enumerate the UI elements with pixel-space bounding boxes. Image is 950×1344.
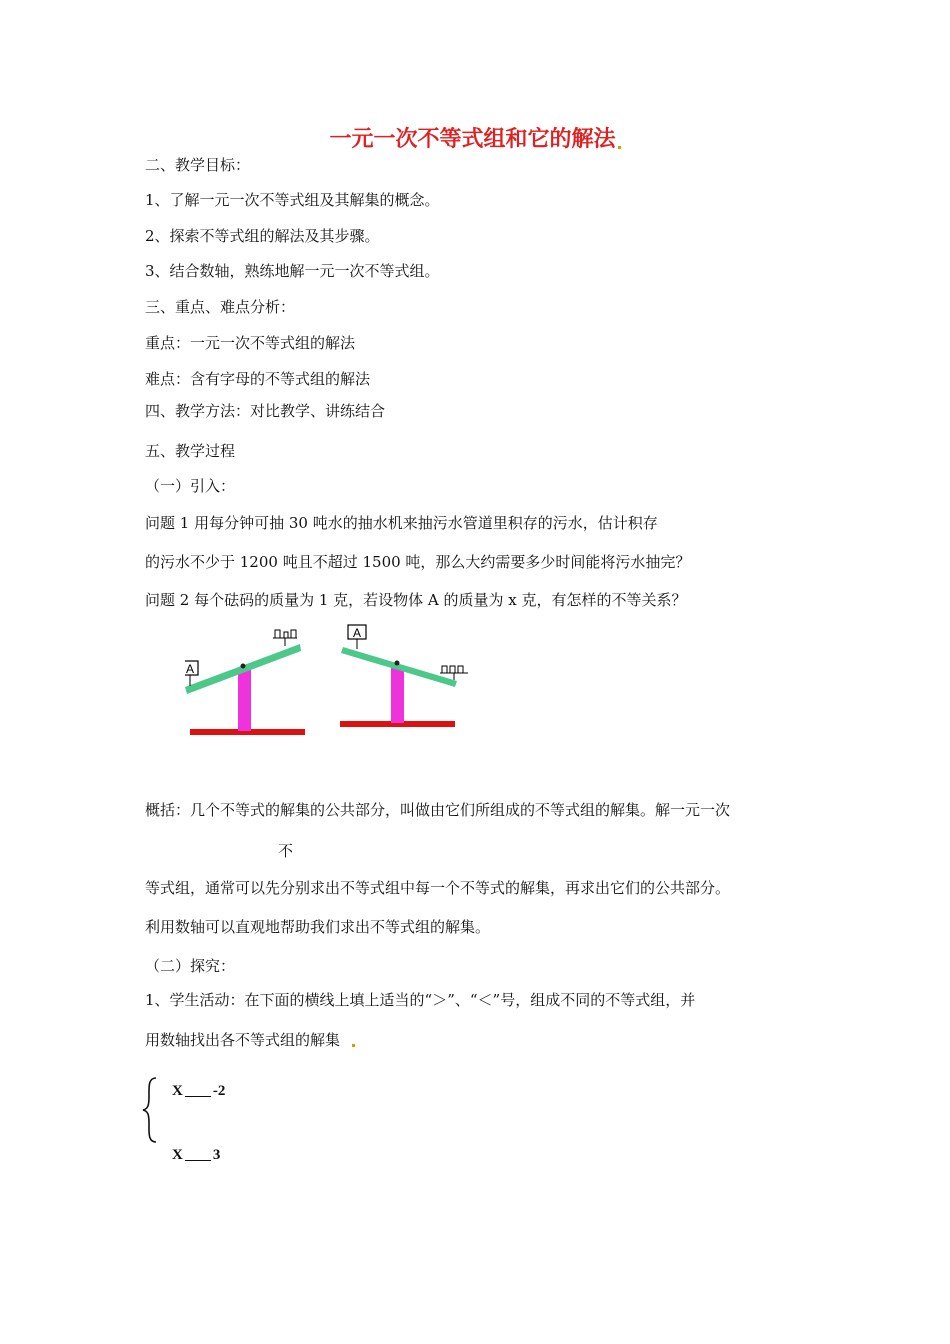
object-a-label: A <box>185 662 195 676</box>
blank-1[interactable] <box>185 1084 211 1097</box>
key-point: 重点：一元一次不等式组的解法 <box>145 334 356 352</box>
object-a-label: A <box>352 626 362 640</box>
question-2: 问题 2 每个砝码的质量为 1 克，若设物体 A 的质量为 x 克，有怎样的不等关系？ <box>145 591 687 609</box>
summary-line-3: 利用数轴可以直观地帮助我们求出不等式组的解集。 <box>145 918 491 936</box>
goal-1: 1、了解一元一次不等式组及其解集的概念。 <box>145 191 440 209</box>
section-4: 四、教学方法：对比教学、讲练结合 <box>145 402 386 420</box>
document-title: 一元一次不等式组和它的解法 <box>0 122 950 153</box>
section-2-heading: 二、教学目标： <box>145 156 251 174</box>
left-scale-post <box>238 668 251 731</box>
right-pivot-icon <box>395 661 400 666</box>
summary-line-2: 等式组，通常可以先分别求出不等式组中每一个不等式的解集，再求出它们的公共部分。 <box>145 879 731 897</box>
section-5-heading: 五、教学过程 <box>145 442 236 460</box>
right-balance <box>340 625 468 727</box>
inequality-1: X -2 <box>172 1083 226 1099</box>
activity-line-1: 1、学生活动：在下面的横线上填上适当的“＞”、“＜”号，组成不同的不等式组，并 <box>145 991 696 1009</box>
activity-line-2: 用数轴找出各不等式组的解集 <box>145 1029 355 1050</box>
section-3-heading: 三、重点、难点分析： <box>145 298 296 316</box>
inequality-system <box>140 1075 400 1185</box>
summary-line-1: 概括：几个不等式的解集的公共部分，叫做由它们所组成的不等式组的解集。解一元一次 <box>145 801 731 819</box>
subsection-explore: （二）探究： <box>145 957 236 975</box>
question-1-line-2: 的污水不少于 1200 吨且不超过 1500 吨，那么大约需要多少时间能将污水抽完？ <box>145 553 691 571</box>
left-brace-icon <box>140 1075 164 1145</box>
question-1-line-1: 问题 1 用每分钟可抽 30 吨水的抽水机来抽污水管道里积存的污水，估计积存 <box>145 514 658 532</box>
goal-2: 2、探索不等式组的解法及其步骤。 <box>145 227 380 245</box>
subsection-intro: （一）引入： <box>145 477 236 495</box>
weights-icon <box>273 630 297 646</box>
right-scale-post <box>391 665 404 723</box>
balance-scale-figure <box>185 620 475 745</box>
left-balance <box>185 630 305 735</box>
inequality-2: X 3 <box>172 1147 221 1163</box>
goal-3: 3、结合数轴，熟练地解一元一次不等式组。 <box>145 262 440 280</box>
left-pivot-icon <box>241 664 246 669</box>
blank-2[interactable] <box>185 1148 211 1161</box>
difficulty: 难点：含有字母的不等式组的解法 <box>145 370 371 388</box>
summary-stray-char: 不 <box>278 842 294 860</box>
